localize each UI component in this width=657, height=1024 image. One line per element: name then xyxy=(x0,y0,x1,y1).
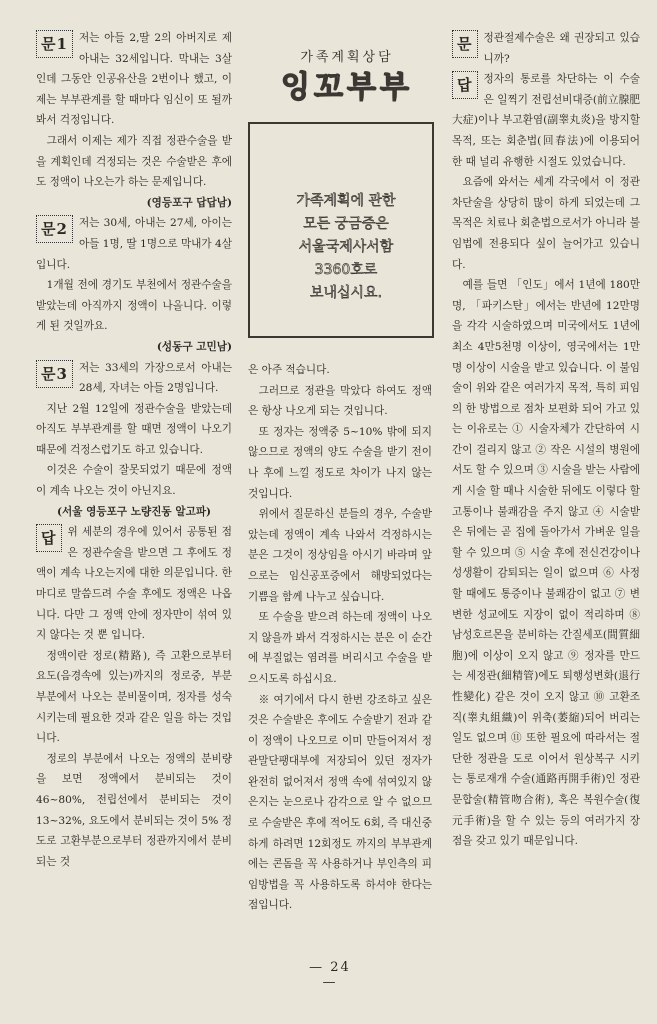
question-4-text: 정관절제수술은 왜 권장되고 있습니까? xyxy=(483,32,640,65)
answer-paragraph: 또 수술을 받으려 하는데 정액이 나오지 않을까 봐서 걱정하시는 분은 이 순간에 부질없는 염려를 버리시고 수술을 받으시도록 하십시요. xyxy=(248,611,432,685)
question-4-tag: 문 xyxy=(452,30,478,58)
question-1-text-2: 그래서 이제는 제가 직접 정관수술을 받을 계획인데 걱정되는 것은 수술받은 후에도 정액이 나오는가 하는 문제입니다. xyxy=(36,134,232,189)
question-3-text-2: 지난 2월 12일에 정관수술을 받았는데 아직도 부부관계를 할 때면 정액이 나오기 때문에 걱정스럽기도 하고 있습니다. xyxy=(36,402,232,456)
notice-line: 3360호로 xyxy=(314,262,378,278)
question-3-text-3: 이것은 수술이 잘못되었기 때문에 정액이 계속 나오는 것이 아닌지요. xyxy=(36,464,232,498)
answer-2-text-2: 요즘에 와서는 세계 각국에서 이 정관차단술을 상당히 많이 하게 되었는데 그 목적은 치료나 회춘법으로서가 아니라 불임법에 전용되다 싶이 늘어가고 있습니다. xyxy=(452,176,640,271)
question-3-text: 저는 33세의 가장으로서 아내는 28세, 자녀는 아들 2명입니다. xyxy=(78,361,232,395)
question-1-signature: (영등포구 답답남) xyxy=(146,196,232,209)
section-title: 잉꼬부부 xyxy=(281,70,413,105)
answer-2-text: 정자의 통로를 차단하는 이 수술은 일찍기 전립선비대증(前立腺肥大症)이나 부고환염(副睾丸炎)을 방지할 목적, 또는 회춘법(回春法)에 이용되어 한 때 널리 유행한 시절도 있었습니다. xyxy=(452,73,640,168)
answer-paragraph: 또 정자는 정액중 5~10% 밖에 되지 않으므로 정액의 양도 수술을 받기 전이나 후에 느낄 정도로 차이가 나지 않는 것입니다. xyxy=(248,425,432,500)
answer-1-text-3: 정로의 부분에서 나오는 정액의 분비량을 보면 정액에서 분비되는 것이 46~80%, 전립선에서 분비되는 것이 13~32%, 요도에서 분비되는 것이 5% 정도로 고환부분으로부터 정관까지에서 분비되는 것 xyxy=(36,752,232,868)
answer-1-text-2: 정액이란 정로(精路), 즉 고환으로부터 요도(음경속에 있는)까지의 정로중, 부분 부분에서 나오는 분비물이며, 정자를 성숙시키는데 필요한 것과 같은 일을 하는 것입니다. xyxy=(36,649,232,745)
question-2-text-2: 1개월 전에 경기도 부천에서 정관수술을 받았는데 아직까지 정액이 나올니다. 이렇게 된 것일까요. xyxy=(36,279,232,333)
answer-paragraph: 그러므로 정관을 막았다 하여도 정액은 항상 나오게 되는 것입니다. xyxy=(248,384,432,418)
middle-column xyxy=(248,360,432,916)
page-number: — 24 — xyxy=(309,960,351,990)
answer-2-tag: 답 xyxy=(452,71,478,99)
notice-text xyxy=(278,190,414,305)
notice-line: 모든 궁금증은 xyxy=(303,216,389,232)
question-1-tag: 문1 xyxy=(36,30,73,58)
answer-paragraph: 위에서 질문하신 분들의 경우, 수술받았는데 정액이 계속 나와서 걱정하시는 분은 그것이 정상임을 아시기 바라며 앞으로는 임신공포증에서 해방되었다는 기쁨을 함께 나누고 싶습니다. xyxy=(248,508,432,603)
answer-continued: 은 아주 적습니다. xyxy=(248,364,330,376)
question-2-tag: 문2 xyxy=(36,215,73,243)
answer-1-tag: 답 xyxy=(36,524,62,552)
answer-note: ※ 여기에서 다시 한번 강조하고 싶은 것은 수술받은 후에도 수술받기 전과 같이 정액이 나오므로 이미 만들어져서 정관말단팽대부에 저장되어 있던 정자가 완전히 없어져서 정액 속에 섞여있지 않은지는 눈으로나 감각으로 알 수 없으므로 수술받은 후에 적어도 6회, 즉 대신중하게 하려면 12회정도 까지의 부부관계에는 콘돔을 꼭 사용하거나 부인측의 피임방법을 꼭 사용하도록 하셔야 한다는 점입니다. xyxy=(248,693,432,912)
section-subtitle: 가족계획상담 xyxy=(300,50,394,65)
notice-box xyxy=(248,122,434,338)
answer-2-text-3: 예를 들면 「인도」에서 1년에 180만명, 「파키스탄」에서는 반년에 12만명을 각각 시술하였으며 미국에서도 1년에 최소 4만5천명 이상이, 영국에서는 1만명 이상이 시술을 받고 있습니다. 이 불임술이 위와 같은 여러가지 목적, 특히 피임의 한 방법으로 점차 보편화 되어 가고 있는 이유로는 ① 시술자체가 간단하여 시간이 걸리지 않고 ② 작은 시설의 병원에서도 할 수 있으며 ③ 시술을 받는 사람에게 시술 할 때나 시술한 뒤에도 이렇다 할 고통이나 불쾌감을 주지 않고 ④ 시술받은 뒤에는 곧 집에 돌아가서 가벼운 일을 할 수 있으며 ⑤ 시술 후에 전신건강이나 성생활이 감퇴되는 일이 없으며 ⑥ 사정할 때에도 통증이나 불쾌감이 없고 ⑦ 변변한 성교에도 지장이 없이 적리하며 ⑧ 남성호르몬을 분비하는 간질세포(間質細胞)에 이상이 오지 않고 ⑨ 정자를 만드는 세정관(細精管)에도 퇴행성변화(退行性變化) 같은 것이 오지 않고 ⑩ 고환조직(睾丸組織)이 위축(萎縮)되어 버리는 일도 없으며 ⑪ 또한 필요에 따라서는 절단한 정관을 도로 이어서 원상복구 시키는 통로재개 수술(通路再開手術)인 정관문합술(精管吻合術), 혹은 복원수술(復元手術)을 할 수 있는 등의 여러가지 장점을 갖고 있기 때문입니다. xyxy=(452,279,640,848)
question-3-tag: 문3 xyxy=(36,360,73,388)
answer-1-text: 위 세분의 경우에 있어서 공통된 점은 정관수술을 받으면 그 후에도 정액이 계속 나오는지에 대한 의문입니다. 한마디로 말씀드려 수술 후에도 정액은 나옵니다. 다만 그 정액 안에 정자만이 섞여 있지 않다는 것 뿐 입니다. xyxy=(36,526,232,642)
notice-line: 서울국제사서함 xyxy=(298,239,394,255)
question-3-signature: (서울 영등포구 노량진동 알고파) xyxy=(56,505,212,518)
question-2-text: 저는 30세, 아내는 27세, 아이는 아들 1명, 딸 1명으로 막내가 4살입니다. xyxy=(36,217,232,271)
question-2-signature: (성동구 고민남) xyxy=(156,340,232,353)
notice-line: 보내십시요. xyxy=(309,285,383,301)
right-column xyxy=(452,28,640,852)
left-column xyxy=(36,28,232,872)
notice-line: 가족계획에 관한 xyxy=(296,193,396,209)
question-1-text: 저는 아들 2,딸 2의 아버지로 제 아내는 32세입니다. 막내는 3살인데 그동안 인공유산을 2번이나 했고, 이제는 부부관계를 할 때마다 임신이 또 될까 봐서 걱정입니다. xyxy=(36,32,232,127)
